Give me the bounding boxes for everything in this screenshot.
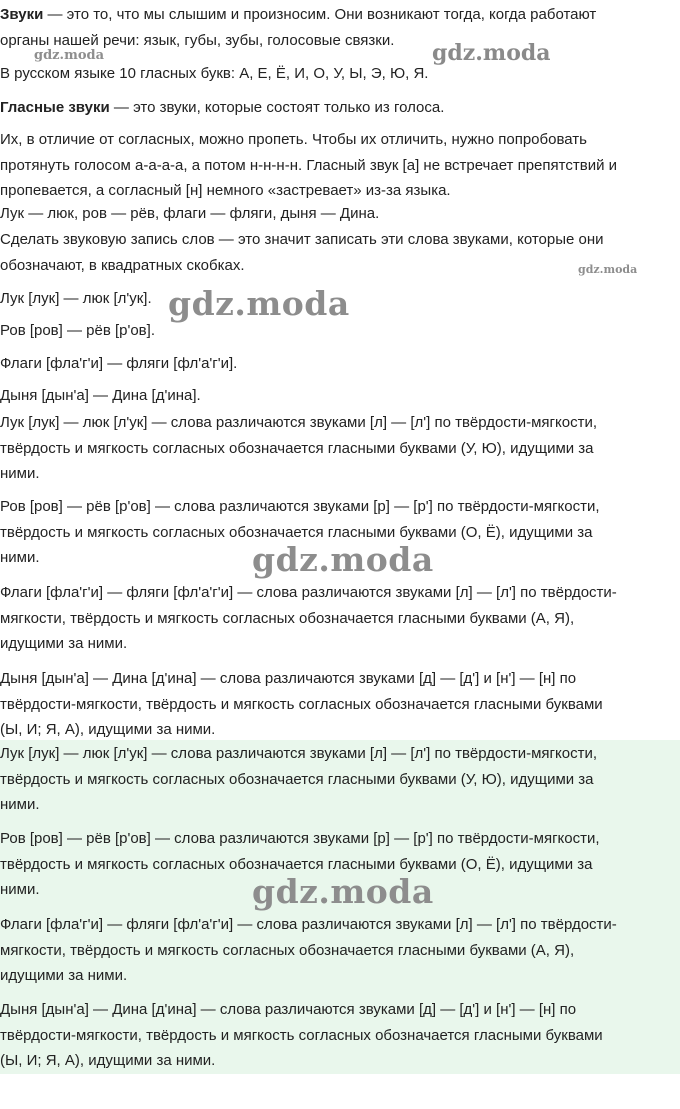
answer-dynya xyxy=(0,666,674,743)
explanation-line: протянуть голосом а-а-а-а, а потом н-н-н-н. Гласный звук [а] не встречает препятствий и xyxy=(0,156,617,174)
explanation-line: пропевается, а согласный [н] немного «застревает» из-за языка. xyxy=(0,182,451,199)
answer-line: идущими за ними. xyxy=(0,635,128,652)
vowel-term: Гласные звуки xyxy=(0,99,110,116)
answer-line: (Ы, И; Я, А), идущими за ними. xyxy=(0,1052,216,1069)
answer-flagi-highlighted xyxy=(0,912,674,989)
answer-line: ними. xyxy=(0,796,40,813)
watermark-large: gdz.moda xyxy=(252,540,434,579)
task-paragraph xyxy=(0,227,674,278)
answer-line: твёрдости-мягкости, твёрдость и мягкость согласных обозначается гласными буквами xyxy=(0,695,603,713)
answer-line: твёрдость и мягкость согласных обозначается гласными буквами (О, Ё), идущими за xyxy=(0,523,593,541)
answer-dynya-highlighted xyxy=(0,997,674,1074)
intro-term: Звуки xyxy=(0,6,44,23)
answer-line: идущими за ними. xyxy=(0,967,128,984)
answer-flagi xyxy=(0,580,674,657)
vowel-definition: Гласные звуки — это звуки, которые состоят только из голоса. xyxy=(0,99,445,116)
answer-line: твёрдость и мягкость согласных обозначается гласными буквами (У, Ю), идущими за xyxy=(0,770,594,788)
answer-line: (Ы, И; Я, А), идущими за ними. xyxy=(0,721,216,738)
task-line: обозначают, в квадратных скобках. xyxy=(0,256,245,274)
transcription-luk: Лук [лук] — люк [л'ук]. xyxy=(0,290,152,307)
answer-line: Лук [лук] — люк [л'ук] — слова различаются звуками [л] — [л'] по твёрдости-мягкости, xyxy=(0,745,598,762)
explanation-paragraph xyxy=(0,127,674,204)
answer-line: ними. xyxy=(0,465,40,482)
watermark-large: gdz.moda xyxy=(252,872,434,911)
intro-line-2: органы нашей речи: язык, губы, зубы, голосовые связки. xyxy=(0,31,395,49)
answer-line: твёрдость и мягкость согласных обозначается гласными буквами (У, Ю), идущими за xyxy=(0,439,594,457)
answer-line: мягкости, твёрдость и мягкость согласных обозначается гласными буквами (А, Я), xyxy=(0,941,575,959)
watermark-medium: gdz.moda xyxy=(432,40,551,66)
answer-line: Ров [ров] — рёв [р'ов] — слова различаются звуками [р] — [р'] по твёрдости-мягкости, xyxy=(0,830,600,847)
watermark-tiny: gdz.moda xyxy=(578,263,638,276)
answer-line: Флаги [фла'г'и] — фляги [фл'а'г'и] — слова различаются звуками [л] — [л'] по твёрдости- xyxy=(0,584,617,601)
answer-line: твёрдости-мягкости, твёрдость и мягкость согласных обозначается гласными буквами xyxy=(0,1026,603,1044)
answer-luk-highlighted xyxy=(0,741,674,818)
task-line: Сделать звуковую запись слов — это значит записать эти слова звуками, которые они xyxy=(0,231,604,248)
answer-line: твёрдость и мягкость согласных обозначается гласными буквами (О, Ё), идущими за xyxy=(0,855,593,873)
answer-line: Дыня [дын'а] — Дина [д'ина] — слова различаются звуками [д] — [д'] и [н'] — [н] по xyxy=(0,670,577,687)
answer-line: ними. xyxy=(0,549,40,566)
watermark-large: gdz.moda xyxy=(168,284,350,323)
intro-line-1: Звуки — это то, что мы слышим и произносим. Они возникают тогда, когда работают xyxy=(0,6,597,23)
answer-line: Ров [ров] — рёв [р'ов] — слова различаются звуками [р] — [р'] по твёрдости-мягкости, xyxy=(0,498,600,515)
transcription-flagi: Флаги [фла'г'и] — фляги [фл'а'г'и]. xyxy=(0,355,238,372)
answer-line: Лук [лук] — люк [л'ук] — слова различаются звуками [л] — [л'] по твёрдости-мягкости, xyxy=(0,414,598,431)
watermark-small: gdz.moda xyxy=(34,48,105,63)
answer-line: ними. xyxy=(0,881,40,898)
intro-paragraph xyxy=(0,2,674,53)
answer-line: мягкости, твёрдость и мягкость согласных обозначается гласными буквами (А, Я), xyxy=(0,609,575,627)
explanation-line: Их, в отличие от согласных, можно пропеть. Чтобы их отличить, нужно попробовать xyxy=(0,131,587,148)
transcription-rov: Ров [ров] — рёв [р'ов]. xyxy=(0,322,155,339)
answer-luk xyxy=(0,410,674,487)
vowels-count: В русском языке 10 гласных букв: А, Е, Ё, И, О, У, Ы, Э, Ю, Я. xyxy=(0,65,429,82)
answer-line: Дыня [дын'а] — Дина [д'ина] — слова различаются звуками [д] — [д'] и [н'] — [н] по xyxy=(0,1001,577,1018)
transcription-dynya: Дыня [дын'а] — Дина [д'ина]. xyxy=(0,387,201,404)
word-pairs: Лук — люк, ров — рёв, флаги — фляги, дыня — Дина. xyxy=(0,205,380,222)
answer-line: Флаги [фла'г'и] — фляги [фл'а'г'и] — слова различаются звуками [л] — [л'] по твёрдости- xyxy=(0,916,617,933)
